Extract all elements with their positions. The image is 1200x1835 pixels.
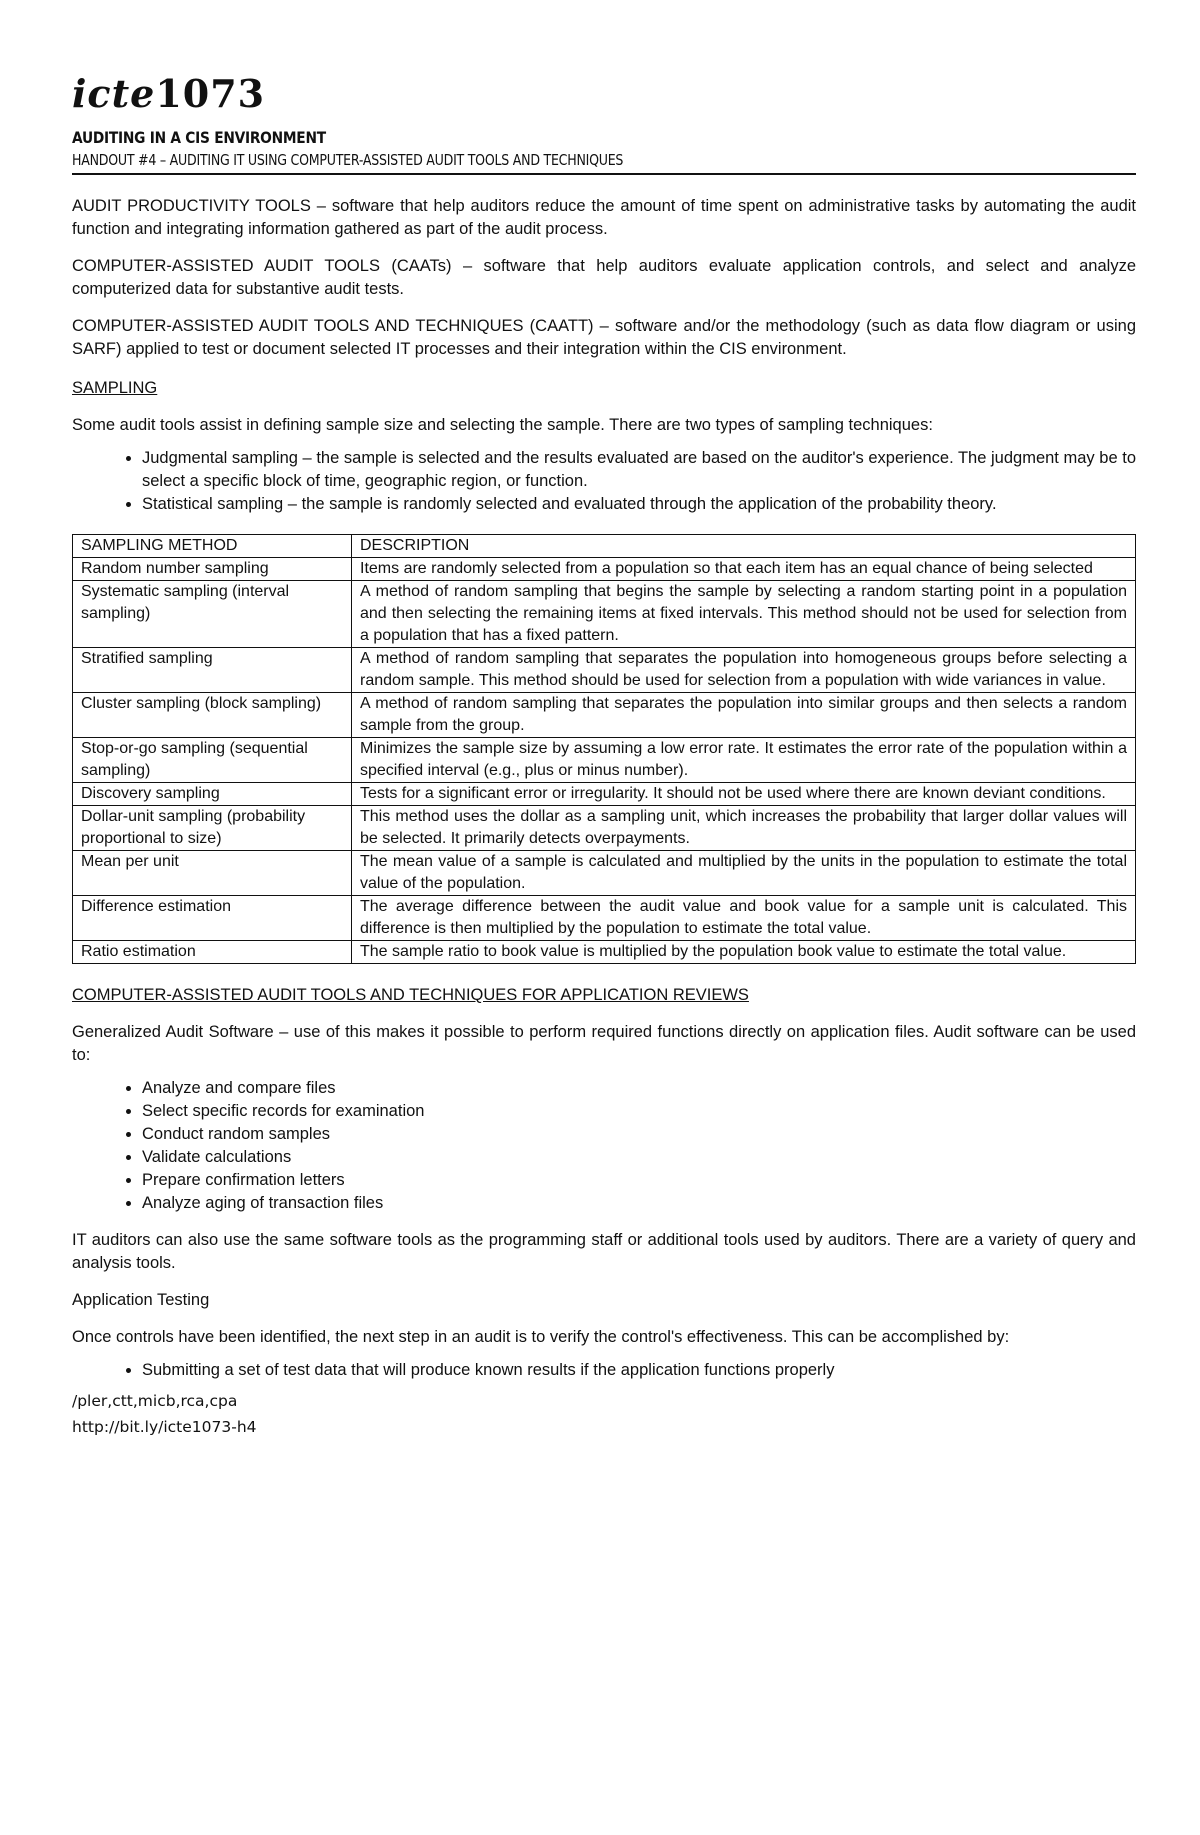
list-item: • Judgmental sampling – the sample is selected and the results evaluated are based on the auditor's experience. The judgment may be to select a specific block of time, geographic region, or function. [142, 447, 1136, 493]
handout-title: HANDOUT #4 – AUDITING IT USING COMPUTER-ASSISTED AUDIT TOOLS AND TECHNIQUES [72, 151, 624, 169]
sampling-heading: SAMPLING [72, 379, 158, 397]
header-divider [72, 173, 1136, 175]
description-cell: A method of random sampling that begins the sample by selecting a random starting point in a population and then selecting the remaining items at fixed intervals. This method should not be used for selection from a population that has a fixed pattern. [352, 581, 1136, 648]
method-cell: Systematic sampling (interval sampling) [73, 581, 352, 648]
description-cell: The mean value of a sample is calculated and multiplied by the units in the population to estimate the total value of the population. [352, 851, 1136, 896]
table-row [73, 783, 1136, 806]
list-item: • Analyze and compare files [142, 1077, 1136, 1100]
page-footer [72, 1388, 1136, 1440]
table-header-row [73, 535, 1136, 558]
sampling-bullet-list [72, 447, 1136, 516]
audit-software-uses-list [72, 1077, 1136, 1215]
column-header-method: SAMPLING METHOD [73, 535, 352, 558]
table-row [73, 558, 1136, 581]
list-item: • Submitting a set of test data that will produce known results if the application functions properly [142, 1359, 1136, 1382]
table-row [73, 896, 1136, 941]
intro-paragraph-caatt: COMPUTER-ASSISTED AUDIT TOOLS AND TECHNIQUES (CAATT) – software and/or the methodology (such as data flow diagram or using SARF) applied to test or document selected IT processes and their integration within the CIS environment. [72, 317, 1136, 358]
description-cell: Tests for a significant error or irregularity. It should not be used where there are known deviant conditions. [352, 783, 1136, 806]
list-item: • Statistical sampling – the sample is randomly selected and evaluated through the application of the probability theory. [142, 493, 1136, 516]
description-cell: A method of random sampling that separates the population into similar groups and then selects a random sample from the group. [352, 693, 1136, 738]
course-title: AUDITING IN A CIS ENVIRONMENT [72, 128, 326, 147]
sampling-intro: Some audit tools assist in defining sample size and selecting the sample. There are two types of sampling techniques: [72, 416, 933, 434]
list-item: • Prepare confirmation letters [142, 1169, 1136, 1192]
application-testing-paragraph: Once controls have been identified, the next step in an audit is to verify the control's effectiveness. This can be accomplished by: [72, 1328, 1010, 1346]
list-item: • Validate calculations [142, 1146, 1136, 1169]
table-row [73, 581, 1136, 648]
table-row [73, 648, 1136, 693]
intro-paragraph-caats: COMPUTER-ASSISTED AUDIT TOOLS (CAATs) – software that help auditors evaluate application controls, and select and analyze computerized data for substantive audit tests. [72, 257, 1136, 298]
method-cell: Stop-or-go sampling (sequential sampling) [73, 738, 352, 783]
testing-methods-list [72, 1359, 1136, 1382]
list-item: • Conduct random samples [142, 1123, 1136, 1146]
table-row [73, 738, 1136, 783]
description-cell: Minimizes the sample size by assuming a low error rate. It estimates the error rate of the population within a specified interval (e.g., plus or minus number). [352, 738, 1136, 783]
description-cell: The average difference between the audit value and book value for a sample unit is calculated. This difference is then multiplied by the population to estimate the total value. [352, 896, 1136, 941]
method-cell: Mean per unit [73, 851, 352, 896]
method-cell: Cluster sampling (block sampling) [73, 693, 352, 738]
method-cell: Difference estimation [73, 896, 352, 941]
footer-link[interactable]: http://bit.ly/icte1073-h4 [72, 1418, 257, 1436]
description-cell: The sample ratio to book value is multiplied by the population book value to estimate the total value. [352, 941, 1136, 964]
it-auditors-paragraph: IT auditors can also use the same software tools as the programming staff or additional tools used by auditors. There are a variety of query and analysis tools. [72, 1231, 1136, 1272]
method-cell: Random number sampling [73, 558, 352, 581]
table-row [73, 941, 1136, 964]
description-cell: Items are randomly selected from a population so that each item has an equal chance of being selected [352, 558, 1136, 581]
list-item: • Analyze aging of transaction files [142, 1192, 1136, 1215]
footer-credits: /pler,ctt,micb,rca,cpa [72, 1392, 238, 1410]
application-testing-heading: Application Testing [72, 1291, 210, 1309]
sampling-methods-table [72, 534, 1136, 964]
handout-page [72, 70, 1136, 1440]
column-header-description: DESCRIPTION [352, 535, 1136, 558]
table-row [73, 693, 1136, 738]
application-reviews-heading: COMPUTER-ASSISTED AUDIT TOOLS AND TECHNIQUES FOR APPLICATION REVIEWS [72, 986, 749, 1004]
table-row [73, 806, 1136, 851]
course-logo [72, 70, 1136, 118]
method-cell: Discovery sampling [73, 783, 352, 806]
description-cell: A method of random sampling that separates the population into homogeneous groups before selecting a random sample. This method should be used for selection from a population with wide variances in value. [352, 648, 1136, 693]
logo-brand: icte [72, 71, 156, 116]
table-row [73, 851, 1136, 896]
method-cell: Dollar-unit sampling (probability proportional to size) [73, 806, 352, 851]
method-cell: Stratified sampling [73, 648, 352, 693]
intro-paragraph-audit-productivity: AUDIT PRODUCTIVITY TOOLS – software that help auditors reduce the amount of time spent on administrative tasks by automating the audit function and integrating information gathered as part of the audit process. [72, 197, 1136, 238]
description-cell: This method uses the dollar as a sampling unit, which increases the probability that larger dollar values will be selected. It primarily detects overpayments. [352, 806, 1136, 851]
logo-number: 1073 [155, 71, 266, 116]
method-cell: Ratio estimation [73, 941, 352, 964]
list-item: • Select specific records for examination [142, 1100, 1136, 1123]
gas-paragraph: Generalized Audit Software – use of this makes it possible to perform required functions directly on application files. Audit software can be used to: [72, 1023, 1136, 1064]
